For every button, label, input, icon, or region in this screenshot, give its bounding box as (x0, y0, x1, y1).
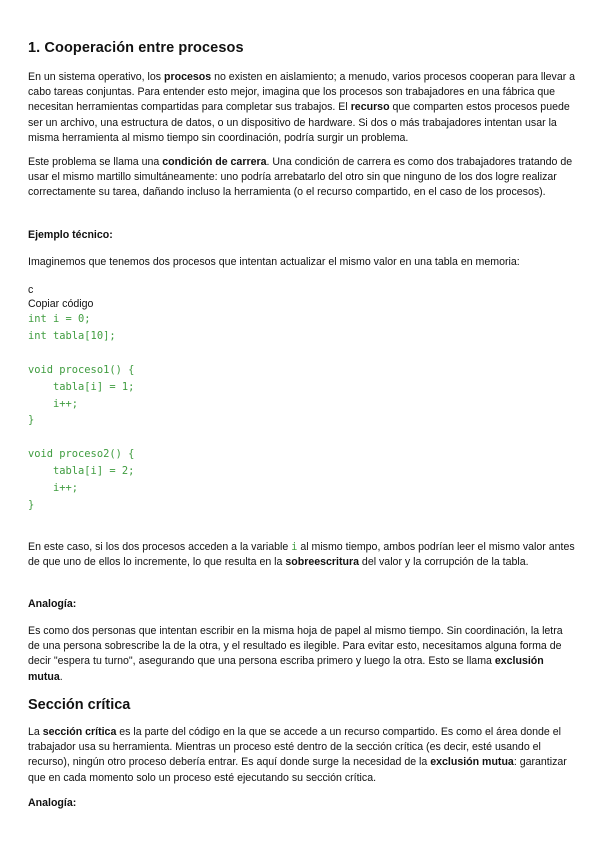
bold-term: sección crítica (42, 726, 117, 738)
race-condition-paragraph: Este problema se llama una condición de carrera. Una condición de carrera es como dos trabajadores tratando de usar el mismo martillo simultáneamente: uno podría arrebatarlo del otro sin que ninguno de los dos logre realizar correctamente su tarea, dañando incluso la herramienta (o el recurso compartido, en el caso de los procesos). (28, 156, 573, 199)
code-block: int i = 0; int tabla[10]; void proceso1() { tabla[i] = 1; i++; } void proceso2() { tabla[i] = 2; i++; } (28, 313, 135, 511)
intro-paragraph: En un sistema operativo, los procesos no existen en aislamiento; a menudo, varios procesos cooperan para llevar a cabo tareas conjuntas. Para entender esto mejor, imagina que los procesos son trabajadores en una fábrica que necesitan herramientas compartidas para completar sus trabajos. El recurso que comparten estos procesos puede ser un archivo, una estructura de datos, o un dispositivo de hardware. Si dos o más trabajadores intentan usar la misma herramienta al mismo tiempo sin coordinación, podría surgir un problema. (28, 71, 576, 144)
copy-code-button[interactable]: Copiar código (28, 298, 94, 310)
page-title: 1. Cooperación entre procesos (28, 40, 244, 56)
code-language-label: c (28, 284, 34, 296)
bold-term: recurso (350, 101, 390, 114)
bold-term: condición de carrera (162, 156, 267, 168)
example-label: Ejemplo técnico: (28, 229, 113, 241)
bold-term: exclusión mutua (28, 655, 544, 683)
example-intro-paragraph: Imaginemos que tenemos dos procesos que intentan actualizar el mismo valor en una tabla en memoria: (28, 256, 520, 268)
critical-section-paragraph: La sección crítica es la parte del código en la que se accede a un recurso compartido. Es como el área donde el trabajador usa su herramienta. Mientras un proceso esté dentro de la sección crítica (es decir, esté usando el recurso), ningún otro proceso debería entrar. Es aquí donde surge la necesidad de la exclusión mutua: garantizar que en cada momento solo un proceso esté ejecutando su sección crítica. (28, 726, 567, 784)
bold-term: procesos (164, 71, 212, 83)
section-heading: Sección crítica (28, 697, 131, 713)
bold-term: sobreescritura (285, 556, 359, 569)
bold-term: exclusión mutua (430, 756, 514, 769)
analogy-label: Analogía: (28, 797, 77, 809)
analogy-label: Analogía: (28, 598, 77, 610)
inline-code: i (291, 542, 298, 553)
analogy-paragraph: Es como dos personas que intentan escribir en la misma hoja de papel al mismo tiempo. Sin coordinación, la letra de una persona sobrescribe la de la otra, y el resultado es ilegible. Para evitar esto, necesitamos alguna forma de decir "espera tu turno", asegurando que una persona escriba primero y luego la otra. Esto se llama exclusión mutua. (28, 625, 563, 683)
explanation-paragraph: En este caso, si los dos procesos acceden a la variable i al mismo tiempo, ambos podrían leer el mismo valor antes de que uno de ellos lo incremente, lo que resulta en la sobreescritura del valor y la corrupción de la tabla. (28, 541, 575, 569)
